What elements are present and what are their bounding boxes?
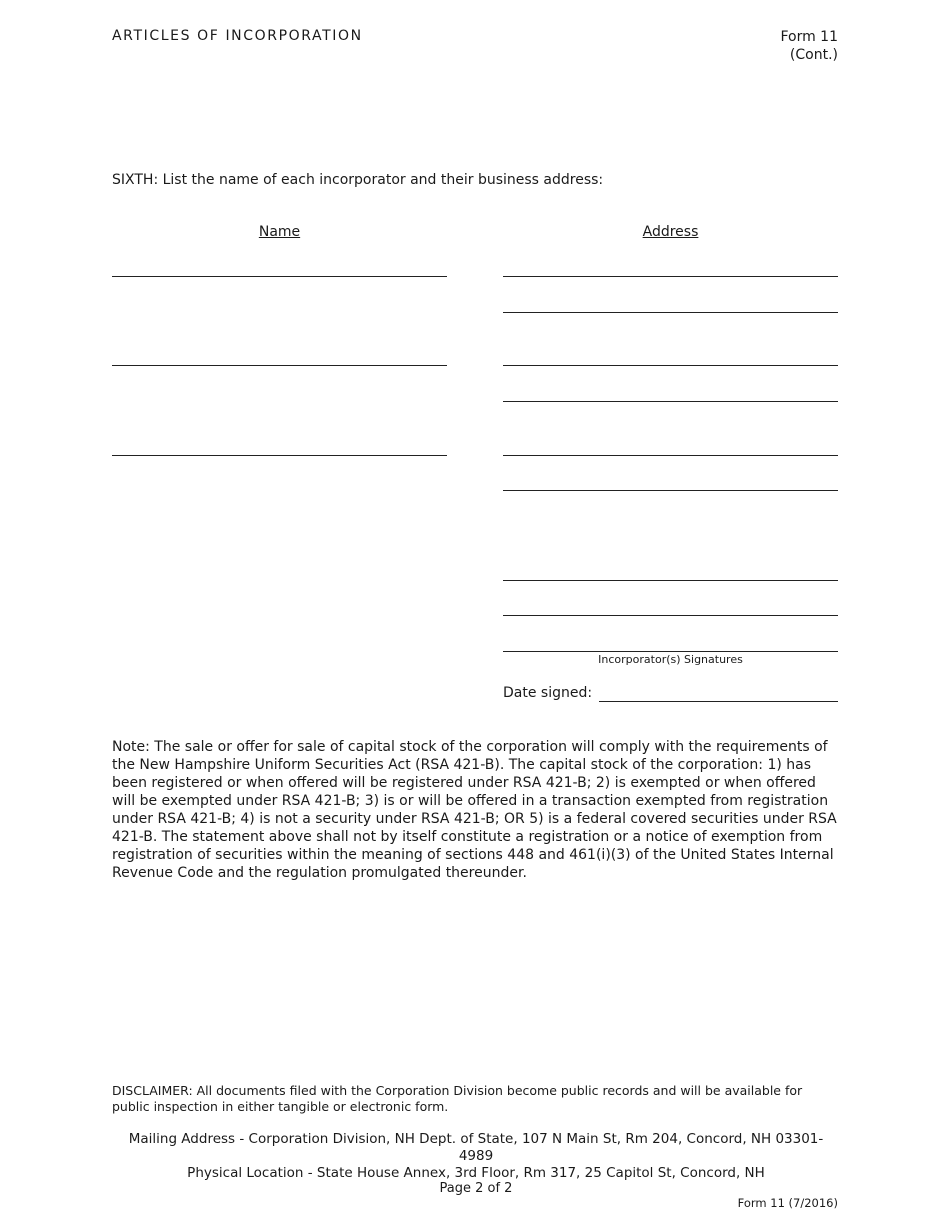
page-number: Page 2 of 2 <box>439 1181 513 1196</box>
incorporator-signature-line-1[interactable] <box>503 580 838 581</box>
incorporator-address-field-1b[interactable] <box>503 312 838 313</box>
address-column-header: Address <box>642 224 699 240</box>
incorporator-name-field-2[interactable] <box>112 365 447 366</box>
physical-location: Physical Location - State House Annex, 3rd Floor, Rm 317, 25 Capitol St, Concord, NH <box>187 1165 765 1181</box>
document-title: ARTICLES OF INCORPORATION <box>112 28 363 44</box>
incorporator-name-field-1[interactable] <box>112 276 447 277</box>
incorporator-address-field-2a[interactable] <box>503 365 838 366</box>
incorporator-address-field-1a[interactable] <box>503 276 838 277</box>
incorporator-signature-line-2[interactable] <box>503 615 838 616</box>
incorporator-address-field-3a[interactable] <box>503 455 838 456</box>
sixth-instruction: SIXTH: List the name of each incorporator and their business address: <box>112 172 604 188</box>
incorporator-address-field-2b[interactable] <box>503 401 838 402</box>
form-revision: Form 11 (7/2016) <box>737 1196 838 1210</box>
address-block <box>112 1131 840 1182</box>
form-number-block <box>780 28 838 64</box>
mailing-address: Mailing Address - Corporation Division, NH Dept. of State, 107 N Main St, Rm 204, Concord, NH 03301-4989 <box>128 1131 824 1164</box>
date-signed-field[interactable] <box>599 701 838 702</box>
incorporator-name-field-3[interactable] <box>112 455 447 456</box>
incorporator-address-field-3b[interactable] <box>503 490 838 491</box>
form-number: Form 11 <box>780 29 838 45</box>
date-signed-label: Date signed: <box>503 685 593 701</box>
name-column-header: Name <box>258 224 301 240</box>
incorporator-signature-line-3[interactable] <box>503 651 838 652</box>
signatures-caption: Incorporator(s) Signatures <box>598 653 743 666</box>
securities-note: Note: The sale or offer for sale of capital stock of the corporation will comply with the requirements of the New Hampshire Uniform Securities Act (RSA 421-B). The capital stock of the corporation: 1) has been registered or when offered will be registered under RSA 421-B; 2) is exempted or when offered will be exempted under RSA 421-B; 3) is or will be offered in a transaction exempted from registration under RSA 421-B; 4) is not a security under RSA 421-B; OR 5) is a federal covered securities under RSA 421-B. The statement above shall not by itself constitute a registration or a notice of exemption from registration of securities within the meaning of sections 448 and 461(i)(3) of the United States Internal Revenue Code and the regulation promulgated thereunder. <box>112 739 837 881</box>
disclaimer-text: DISCLAIMER: All documents filed with the Corporation Division become public records and will be available for public inspection in either tangible or electronic form. <box>112 1083 803 1114</box>
continuation-label: (Cont.) <box>789 47 838 63</box>
